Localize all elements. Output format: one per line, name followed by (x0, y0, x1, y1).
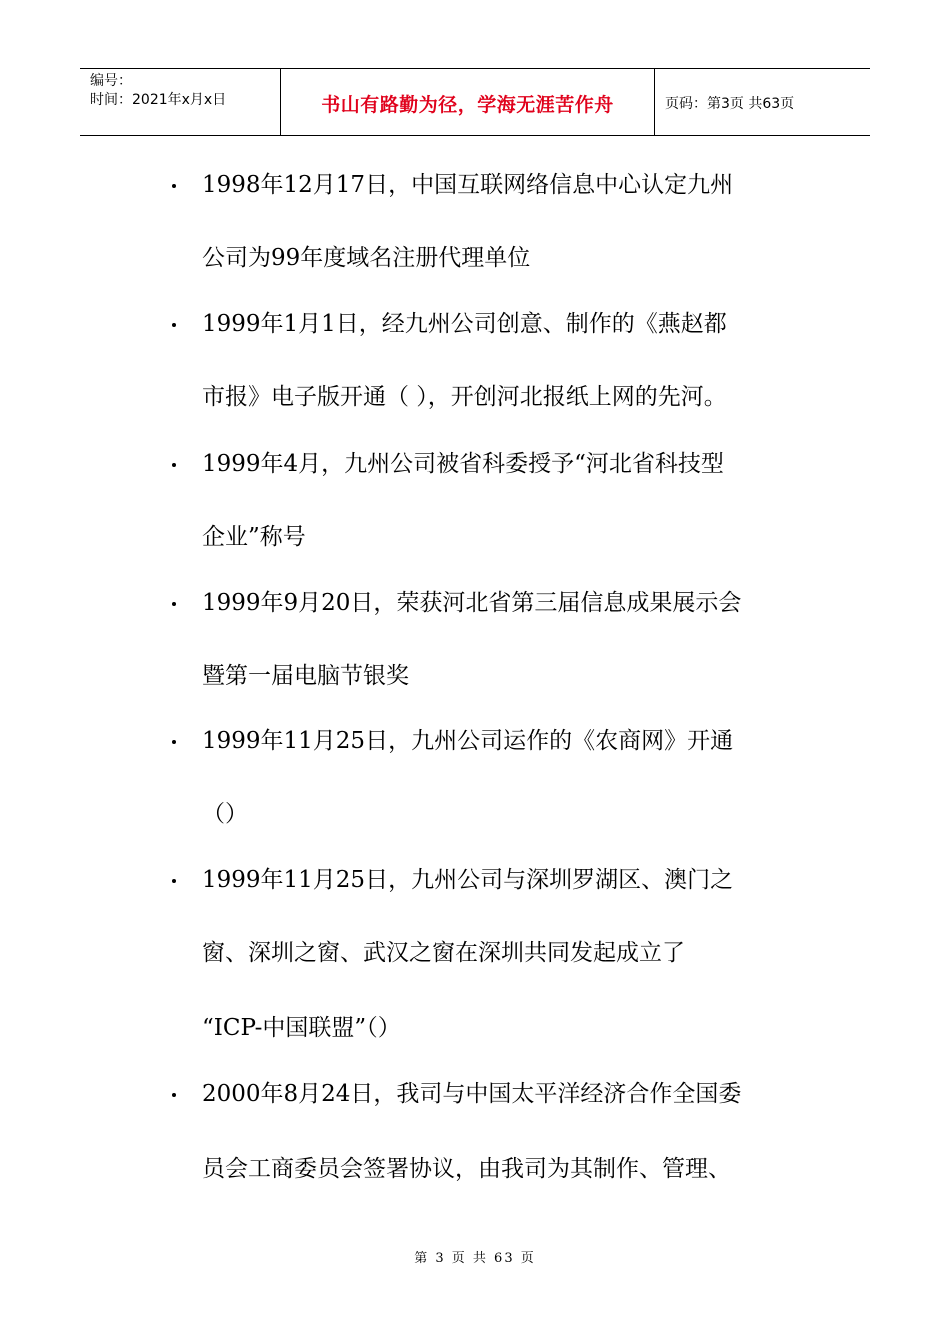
list-item-line: “ICP-中国联盟”（） (202, 1015, 401, 1041)
document-number-label: 编号： (90, 73, 132, 89)
list-item-line: 暨第一届电脑节银奖 (202, 663, 409, 689)
list-item-line: 1998年12月17日，中国互联网络信息中心认定九州 (202, 172, 734, 198)
list-item-line: 公司为99年度域名注册代理单位 (202, 245, 531, 271)
list-item-line: 企业”称号 (202, 524, 306, 550)
header-meta-cell (80, 69, 281, 135)
list-item-line: 1999年1月1日，经九州公司创意、制作的《燕赵都 (202, 311, 727, 337)
header-page-info: 页码：第3页 共63页 (665, 96, 795, 112)
list-item-line: 1999年11月25日，九州公司与深圳罗湖区、澳门之 (202, 867, 734, 893)
list-item-line: （） (202, 801, 248, 827)
header-motto: 书山有路勤为径，学海无涯苦作舟 (321, 93, 614, 116)
list-item-line: 窗、深圳之窗、武汉之窗在深圳共同发起成立了 (202, 940, 685, 966)
list-item-line: 1999年11月25日，九州公司运作的《农商网》开通 (202, 728, 734, 754)
header-page-cell (655, 69, 870, 135)
list-item-line: 员会工商委员会签署协议，由我司为其制作、管理、 (202, 1156, 731, 1182)
list-item-line: 市报》电子版开通（ ），开创河北报纸上网的先河。 (202, 384, 727, 410)
list-item-line: 2000年8月24日，我司与中国太平洋经济合作全国委 (202, 1081, 742, 1107)
list-item-line: 1999年9月20日，荣获河北省第三届信息成果展示会 (202, 590, 742, 616)
list-item-line: 1999年4月，九州公司被省科委授予“河北省科技型 (202, 451, 724, 477)
page-header (80, 68, 870, 136)
page-footer: 第 3 页 共 63 页 (414, 1251, 536, 1266)
document-time-label: 时间：2021年x月x日 (90, 92, 227, 108)
header-motto-cell (281, 69, 655, 135)
